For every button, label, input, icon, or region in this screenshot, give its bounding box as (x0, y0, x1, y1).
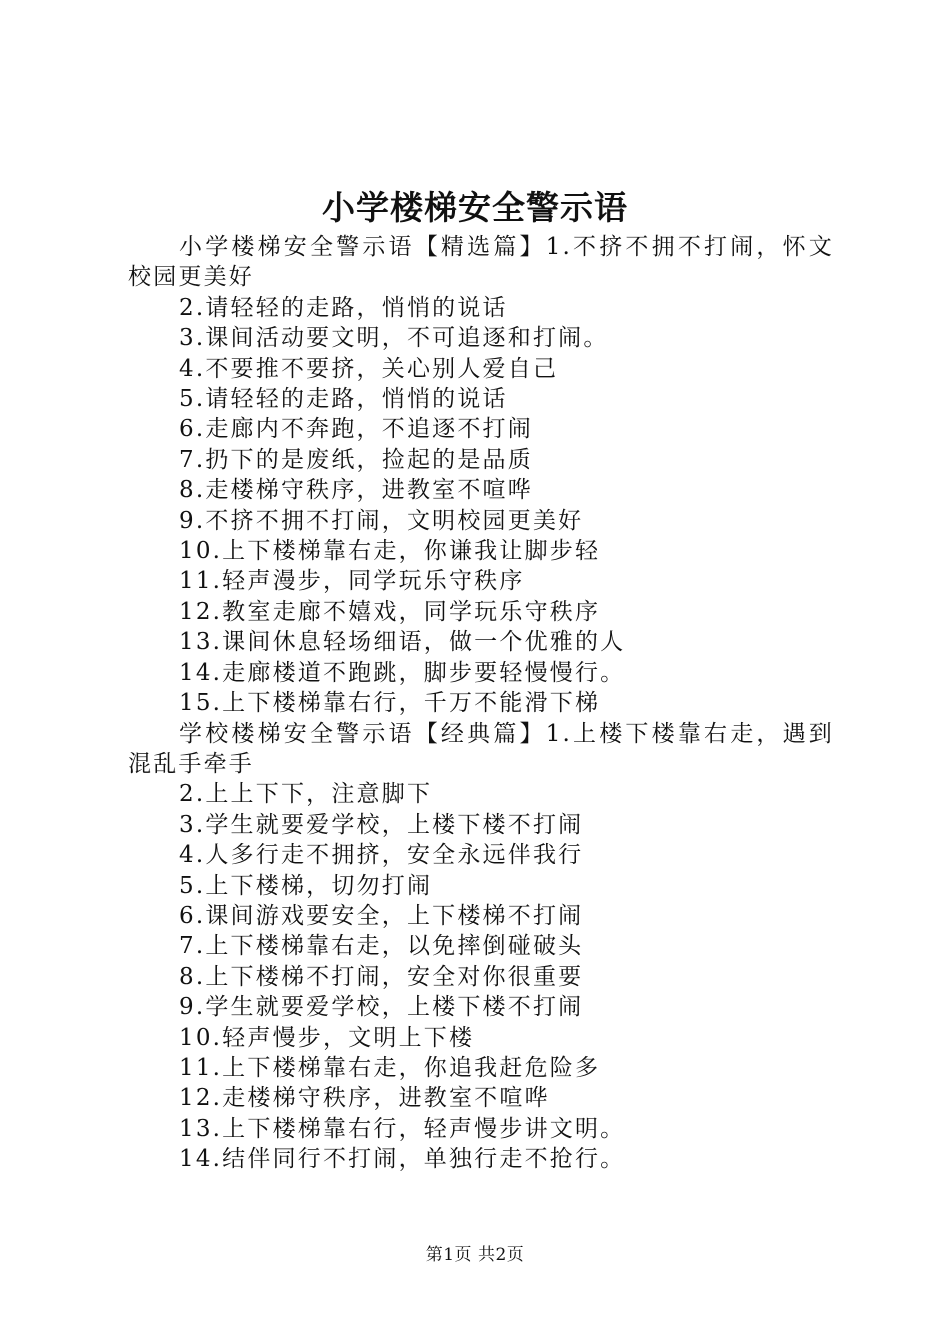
list-item: 6.走廊内不奔跑，不追逐不打闹 (179, 416, 533, 443)
list-item: 8.上下楼梯不打闹，安全对你很重要 (179, 963, 584, 990)
list-item: 12.教室走廊不嬉戏，同学玩乐守秩序 (179, 598, 601, 625)
document-body (128, 232, 834, 1175)
list-item: 7.上下楼梯靠右走，以免摔倒碰破头 (179, 933, 584, 960)
list-item: 15.上下楼梯靠右行，千万不能滑下梯 (179, 690, 601, 717)
list-item: 5.请轻轻的走路，悄悄的说话 (179, 386, 508, 413)
list-item: 2.上上下下，注意脚下 (179, 781, 433, 808)
list-item: 12.走楼梯守秩序，进教室不喧哗 (179, 1085, 550, 1112)
list-item: 13.课间休息轻场细语，做一个优雅的人 (179, 629, 626, 656)
list-item: 2.请轻轻的走路，悄悄的说话 (179, 294, 508, 321)
section1-list (128, 293, 834, 719)
section2-intro: 学校楼梯安全警示语【经典篇】1.上楼下楼靠右走，遇到混乱手牵手 (128, 720, 834, 777)
list-item: 3.课间活动要文明，不可追逐和打闹。 (179, 325, 609, 352)
list-item: 7.扔下的是废纸，捡起的是品质 (179, 446, 533, 473)
list-item: 11.轻声漫步，同学玩乐守秩序 (179, 568, 525, 595)
page-number-footer: 第1页 共2页 (425, 1245, 525, 1265)
list-item: 3.学生就要爱学校，上楼下楼不打闹 (179, 811, 584, 838)
list-item: 6.课间游戏要安全，上下楼梯不打闹 (179, 902, 584, 929)
list-item: 8.走楼梯守秩序，进教室不喧哗 (179, 477, 533, 504)
list-item: 4.人多行走不拥挤，安全永远伴我行 (179, 842, 584, 869)
list-item: 14.走廊楼道不跑跳，脚步要轻慢慢行。 (179, 659, 626, 686)
list-item: 10.上下楼梯靠右走，你谦我让脚步轻 (179, 538, 601, 565)
document-title: 小学楼梯安全警示语 (322, 188, 628, 227)
list-item: 13.上下楼梯靠右行，轻声慢步讲文明。 (179, 1115, 626, 1142)
list-item: 9.学生就要爱学校，上楼下楼不打闹 (179, 994, 584, 1021)
list-item: 4.不要推不要挤，关心别人爱自己 (179, 355, 559, 382)
list-item: 10.轻声慢步，文明上下楼 (179, 1024, 475, 1051)
list-item: 5.上下楼梯，切勿打闹 (179, 872, 433, 899)
list-item: 14.结伴同行不打闹，单独行走不抢行。 (179, 1146, 626, 1173)
list-item: 11.上下楼梯靠右走，你追我赶危险多 (179, 1054, 601, 1081)
list-item: 9.不挤不拥不打闹，文明校园更美好 (179, 507, 584, 534)
section2-list (128, 779, 834, 1174)
section1-intro: 小学楼梯安全警示语【精选篇】1.不挤不拥不打闹，怀文校园更美好 (128, 234, 834, 291)
